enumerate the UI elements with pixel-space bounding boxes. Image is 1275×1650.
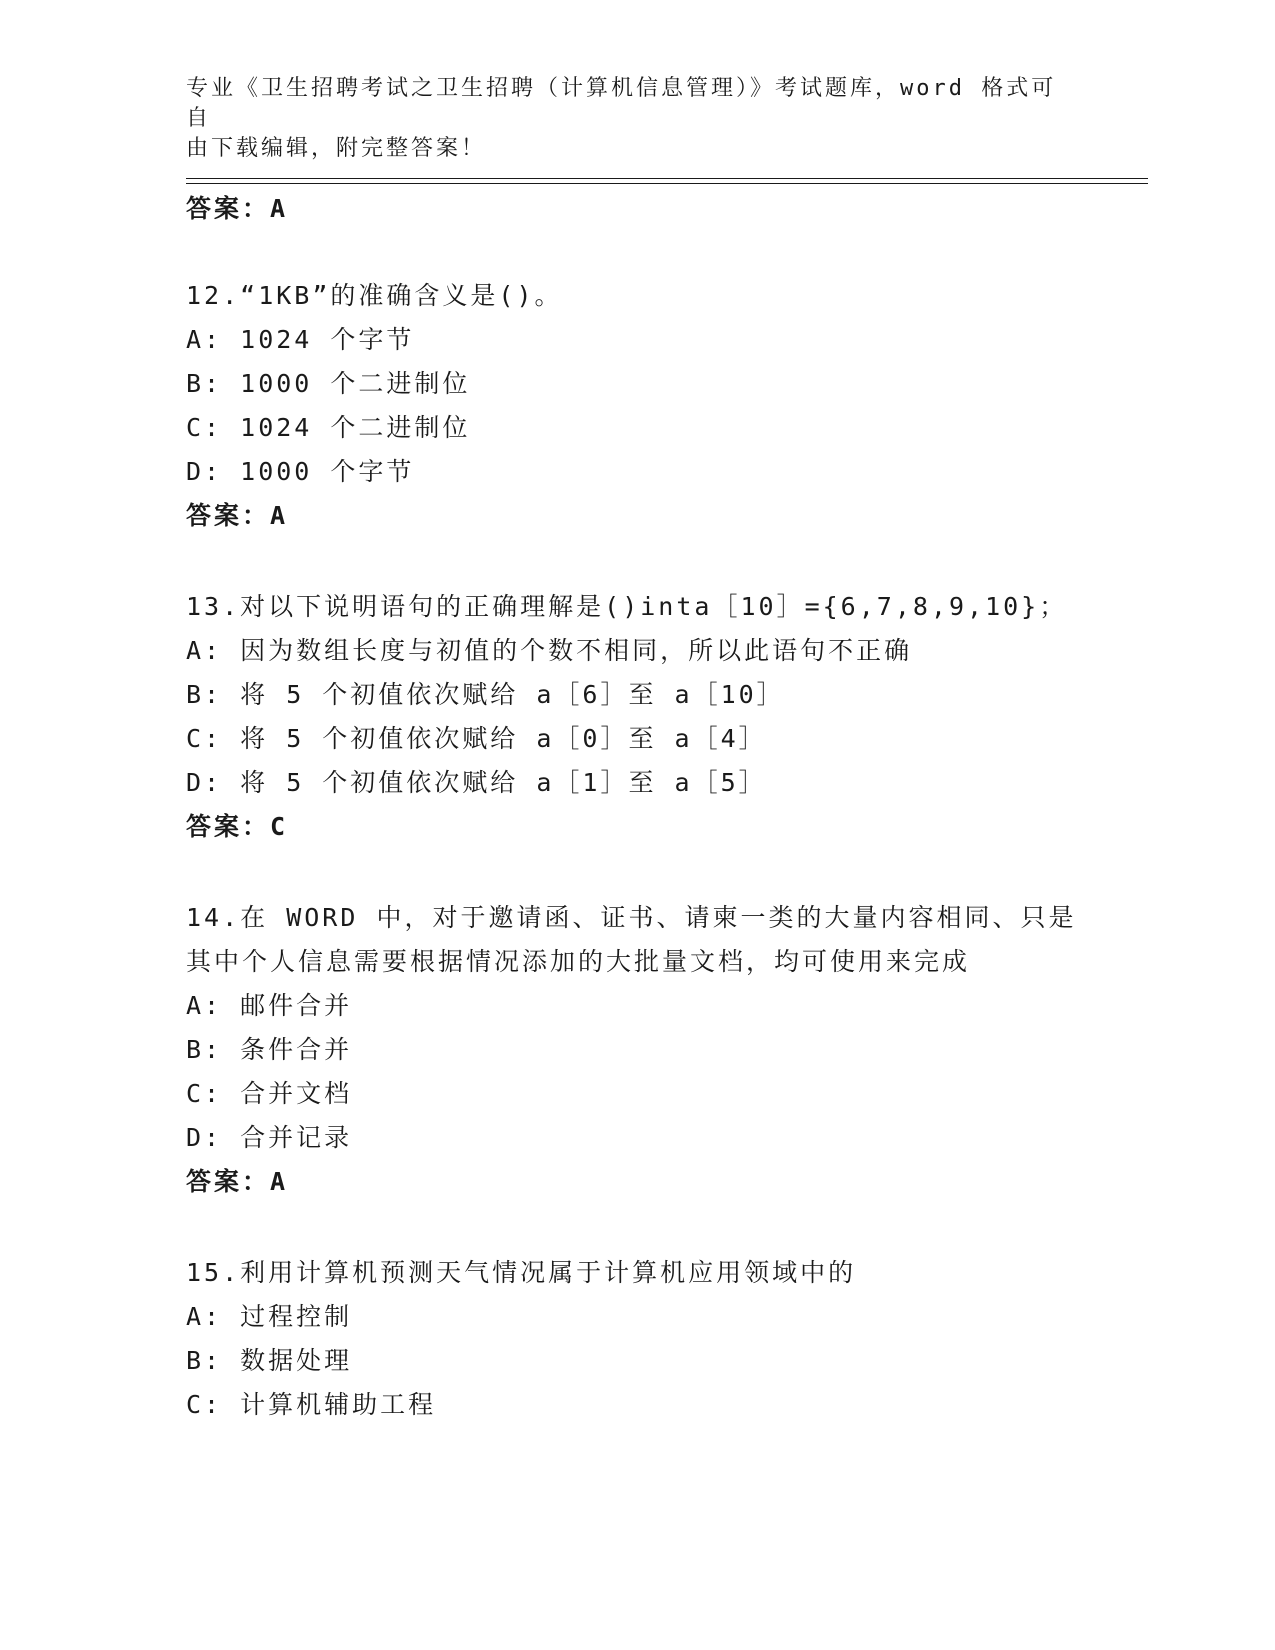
question-15-option-b: B: 数据处理 xyxy=(186,1346,353,1375)
question-14-option-a: A: 邮件合并 xyxy=(186,991,353,1020)
header-divider-bottom xyxy=(186,183,1148,184)
question-12-option-a: A: 1024 个字节 xyxy=(186,325,415,354)
answer-previous: 答案：A xyxy=(186,194,289,223)
question-13-option-d: D: 将 5 个初值依次赋给 a［1］至 a［5］ xyxy=(186,768,767,797)
question-14-stem-line-1: 14.在 WORD 中，对于邀请函、证书、请柬一类的大量内容相同、只是 xyxy=(186,903,1077,932)
document-header xyxy=(186,74,1066,164)
header-line-1: 专业《卫生招聘考试之卫生招聘（计算机信息管理）》考试题库，word 格式可自 xyxy=(186,76,1057,131)
question-14-option-c: C: 合并文档 xyxy=(186,1079,353,1108)
question-12-option-c: C: 1024 个二进制位 xyxy=(186,413,471,442)
question-14-option-b: B: 条件合并 xyxy=(186,1035,353,1064)
question-13-option-c: C: 将 5 个初值依次赋给 a［0］至 a［4］ xyxy=(186,724,767,753)
question-15-option-c: C: 计算机辅助工程 xyxy=(186,1390,437,1419)
question-15-stem: 15.利用计算机预测天气情况属于计算机应用领域中的 xyxy=(186,1258,857,1287)
question-13-answer: 答案：C xyxy=(186,812,289,841)
question-12-option-b: B: 1000 个二进制位 xyxy=(186,369,471,398)
question-13-stem: 13.对以下说明语句的正确理解是()inta［10］={6,7,8,9,10}； xyxy=(186,592,1068,621)
question-14-answer: 答案：A xyxy=(186,1167,289,1196)
question-13-option-b: B: 将 5 个初值依次赋给 a［6］至 a［10］ xyxy=(186,680,785,709)
question-13-option-a: A: 因为数组长度与初值的个数不相同，所以此语句不正确 xyxy=(186,636,913,665)
question-15-option-a: A: 过程控制 xyxy=(186,1302,353,1331)
question-12-option-d: D: 1000 个字节 xyxy=(186,457,415,486)
header-line-2: 由下载编辑，附完整答案！ xyxy=(186,136,487,161)
question-14-stem-line-2: 其中个人信息需要根据情况添加的大批量文档，均可使用来完成 xyxy=(186,947,971,976)
question-12-answer: 答案：A xyxy=(186,501,289,530)
question-12-stem: 12.“1KB”的准确含义是()。 xyxy=(186,281,563,310)
header-divider-top xyxy=(186,178,1148,179)
question-14-option-d: D: 合并记录 xyxy=(186,1123,353,1152)
